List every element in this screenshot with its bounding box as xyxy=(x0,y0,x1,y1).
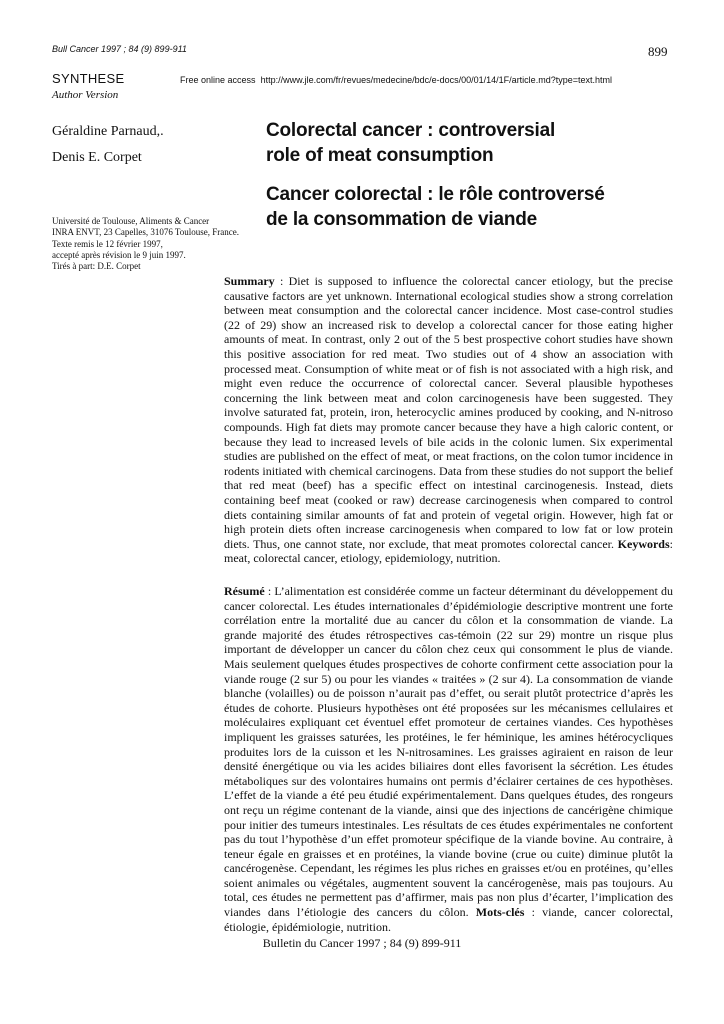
title-english xyxy=(266,118,686,168)
page-number: 899 xyxy=(648,44,668,59)
author-1: Géraldine Parnaud,. xyxy=(52,124,164,139)
title-french-line-1: Cancer colorectal : le rôle controversé xyxy=(266,184,605,205)
online-access xyxy=(180,75,612,85)
keywords-text: : meat, colorectal cancer, etiology, epidemiology, nutrition. xyxy=(224,536,673,566)
journal-reference: Bull Cancer 1997 ; 84 (9) 899-911 xyxy=(52,44,187,54)
affiliation-line: INRA ENVT, 23 Capelles, 31076 Toulouse, France. xyxy=(52,227,240,238)
resume-paragraph xyxy=(224,584,673,934)
title-french-line-2: de la consommation de viande xyxy=(266,209,538,230)
title-english-line-1: Colorectal cancer : controversial xyxy=(266,120,556,141)
title-french xyxy=(266,182,686,232)
access-label: Free online access xyxy=(180,75,256,85)
summary-paragraph xyxy=(224,274,673,566)
affiliation-line: Université de Toulouse, Aliments & Cancer xyxy=(52,216,210,226)
affiliation-line: accepté après révision le 9 juin 1997. xyxy=(52,249,186,260)
summary-text: : Diet is supposed to influence the colorectal cancer etiology, but the precise causative factors are yet unknown. International ecological studies show a strong correlation between meat consumption and the colorectal cancer incidence. Most case-control studies (22 of 29) show an increased risk to develop a colorectal cancer for those eating higher amounts of meat. In contrast, only 2 out of the 5 best prospective cohort studies have shown this positive association for red meat. Two studies out of 4 show an association with processed meat. Consumption of white meat or of fish is not associated with a high risk, and might even reduce the occurrence of colorectal cancer. Several plausible hypotheses concerning the link between meat and colon carcinogenesis have been suggested. They involve saturated fat, protein, iron, heterocyclic amines produced by cooking, and N-nitroso compounds. High fat diets may promote cancer because they have a high caloric content, or because they lead to increased levels of bile acids in the colonic lumen. Six experimental studies are published on the effect of meat, or meat fractions, on the colon tumor incidence in rodents initiated with chemical carcinogens. Data from these studies do not support the belief that red meat (beef) has a specific effect on intestinal carcinogenesis. Instead, diets containing beef meat (cooked or raw) decrease carcinogenesis when compared to control diets containing similar amounts of fat and protein of vegetal origin. However, high fat or high protein diets often increase carcinogenesis when compared to low fat or low protein diets. Thus, one cannot state, nor exclude, that meat promotes colorectal cancer. xyxy=(224,274,673,551)
summary-label: Summary xyxy=(224,274,275,288)
mots-cles-label: Mots-clés xyxy=(475,905,525,920)
affiliation-block xyxy=(52,216,272,272)
keywords-label: Keywords xyxy=(617,536,670,551)
affiliation-line: Texte remis le 12 février 1997, xyxy=(52,238,163,249)
resume-text: : L’alimentation est considérée comme un facteur déterminant du développement du cancer colorectal. Les études internationales d’épidémiologie descriptive montrent une forte corrélation entre la mortalité due au cancer du côlon et la consommation de viande. La grande majorité des études rétrospectives cas-témoin (22 sur 29) montre un risque plus important de développer un cancer du côlon chez ceux qui consomment le plus de viande. Mais seulement quelques études prospectives de cohorte confirment cette association pour la viande rouge (2 sur 5) ou pour les viandes « traitées » (2 sur 4). La consommation de viande blanche (volailles) ou de poisson n’aurait pas d’effet, ou serait plutôt protectrice d’après les études de cohorte. Plusieurs hypothèses ont été proposées sur les mécanismes cellulaires et moléculaires expliquant cet éventuel effet promoteur de certaines viandes. Ces hypothèses impliquent les graisses saturées, les protéines, le fer héminique, les amines hétérocycliques produites lors de la cuisson et les N-nitrosamines. Les graisses agiraient en raison de leur densité énergétique ou via les acides biliaires dont elles favorisent la sécrétion. Les études métaboliques sur des volontaires humains ont permis d’éclairer certaines de ces hypothèses. L’effet de la viande a été peu étudié expérimentalement. Dans quelques études, des rongeurs ont reçu un régime contenant de la viande, ainsi que des injections de cancérigène chimique pour initier des tumeurs intestinales. Les résultats de ces études expérimentales ne confortent pas du tout l’hypothèse d’un effet promoteur spécifique de la viande bovine. Au contraire, à teneur égale en graisses et en protéines, la viande bovine (crue ou cuite) diminue plutôt la cancérogenèse. Cependant, les régimes les plus riches en graisses et/ou en protéines, qu’elles soient animales ou végétales, augmentent souvent la cancérogenèse, mais pas toujours. Au total, ces études ne permettent pas d’affirmer, mais pas non plus d’écarter, l’implication des viandes dans l’étiologie des cancers du côlon. xyxy=(224,584,673,920)
version-label: Author Version xyxy=(52,89,119,101)
author-2: Denis E. Corpet xyxy=(52,150,142,165)
access-url-link[interactable]: http://www.jle.com/fr/revues/medecine/bdc/e-docs/00/01/14/1F/article.md?type=text.html xyxy=(260,75,612,85)
title-english-line-2: role of meat consumption xyxy=(266,145,494,166)
page-footer: Bulletin du Cancer 1997 ; 84 (9) 899-911 xyxy=(262,936,462,950)
affiliation-line: Tirés à part: D.E. Corpet xyxy=(52,261,141,272)
resume-label: Résumé xyxy=(224,584,265,598)
section-label: SYNTHESE xyxy=(52,71,125,86)
mots-cles-text: : viande, cancer colorectal, étiologie, épidémiologie, nutrition. xyxy=(224,905,673,934)
